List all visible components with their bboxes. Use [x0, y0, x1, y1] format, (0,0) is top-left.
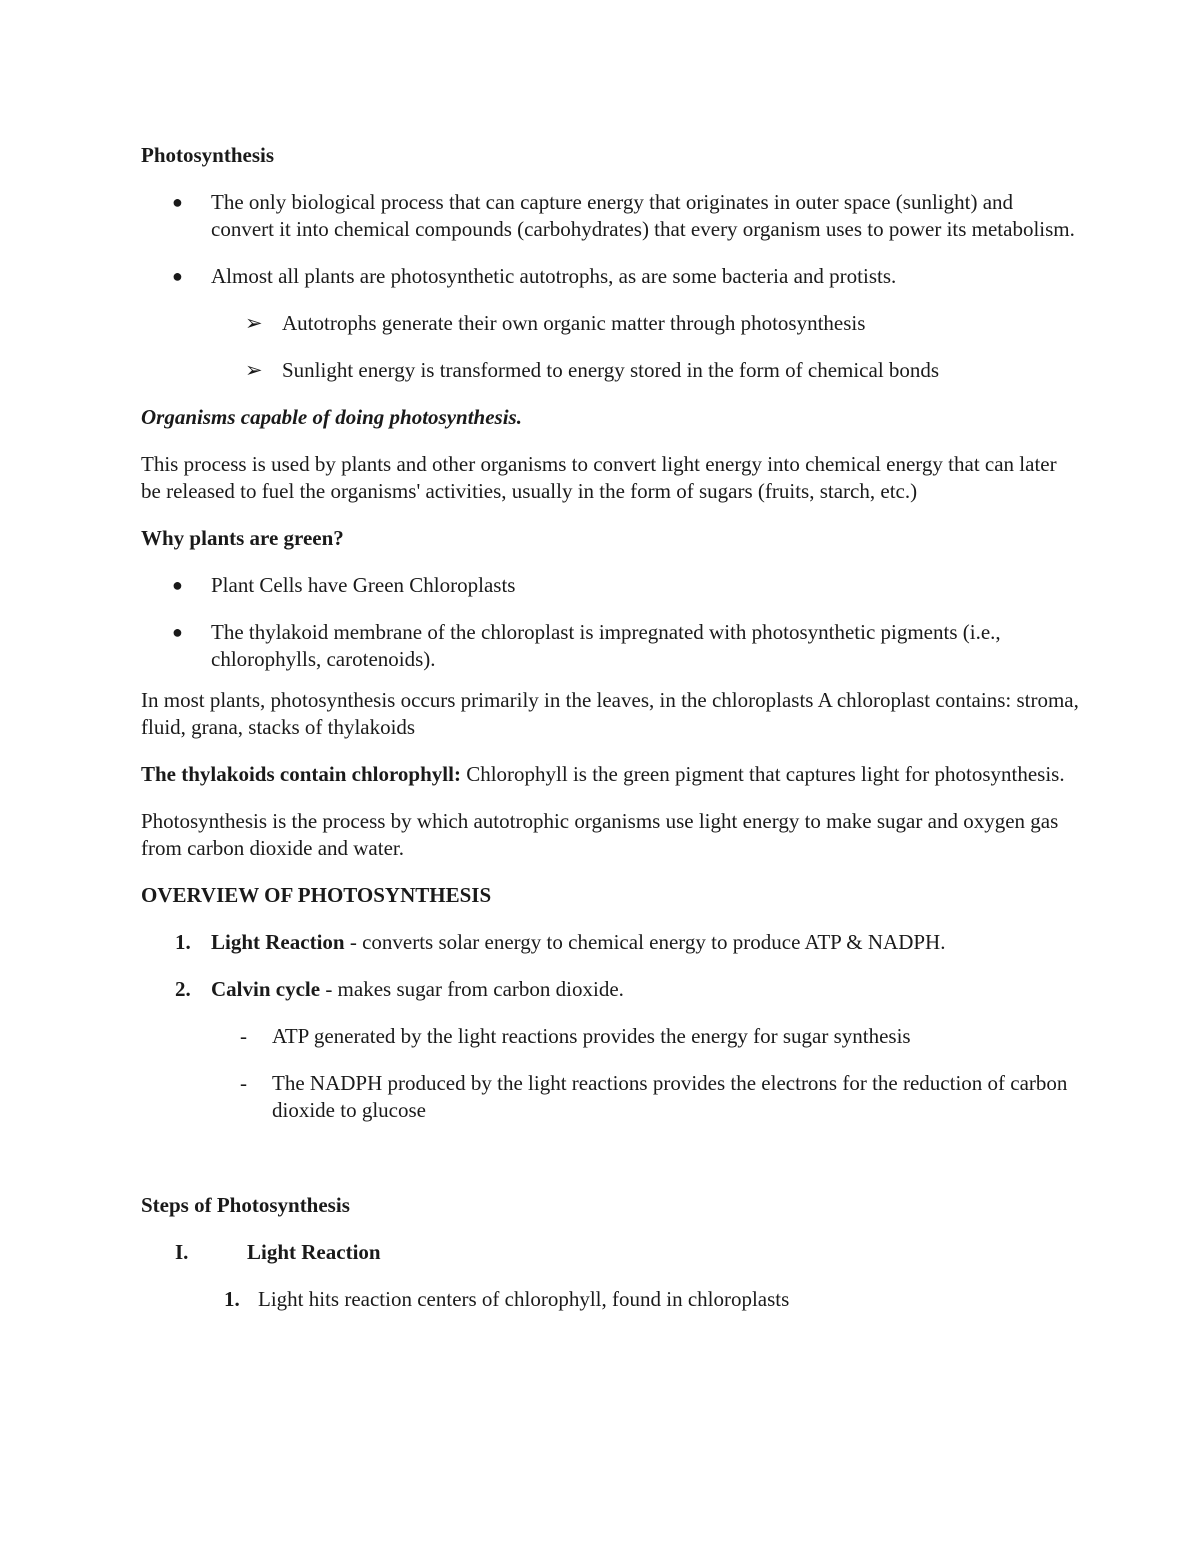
list-number: 2. — [175, 977, 191, 1001]
list-item — [141, 1239, 1081, 1266]
bullet-text: Autotrophs generate their own organic matter through photosynthesis — [282, 311, 866, 335]
definition-paragraph: Photosynthesis is the process by which autotrophic organisms use light energy to make sugar and oxygen gas from carbon dioxide and water. — [141, 809, 1059, 860]
steps-heading: Steps of Photosynthesis — [141, 1193, 350, 1217]
light-substeps-list — [141, 1286, 1081, 1313]
dash-bullet-icon: - — [240, 1024, 247, 1048]
overview-item-text: - makes sugar from carbon dioxide. — [320, 977, 624, 1001]
list-number: 1. — [175, 930, 191, 954]
bullet-dot-icon: ● — [172, 266, 183, 286]
arrow-bullet-list — [141, 310, 1081, 384]
dash-bullet-icon: - — [240, 1071, 247, 1095]
overview-heading: OVERVIEW OF PHOTOSYNTHESIS — [141, 883, 492, 907]
overview-item-text: - converts solar energy to chemical energy to produce ATP & NADPH. — [344, 930, 946, 954]
green-heading: Why plants are green? — [141, 526, 344, 550]
list-item — [141, 929, 1081, 956]
list-item — [141, 310, 1081, 337]
list-item — [141, 189, 1081, 243]
document-page — [141, 142, 1081, 1333]
list-item — [141, 263, 1081, 290]
list-item — [141, 1070, 1081, 1124]
bullet-dot-icon: ● — [172, 192, 183, 212]
bullet-text: Almost all plants are photosynthetic autotrophs, as are some bacteria and protists. — [211, 264, 897, 288]
list-item — [141, 976, 1081, 1003]
arrow-bullet-icon: ➢ — [245, 358, 263, 382]
bullet-text: The only biological process that can capture energy that originates in outer space (sunlight) and convert it into chemical compounds (carbohydrates) that every organism uses to power its metabolism. — [211, 190, 1075, 241]
list-number: 1. — [224, 1287, 240, 1311]
list-item — [141, 619, 1081, 673]
list-item — [141, 1286, 1081, 1313]
bullet-text: Plant Cells have Green Chloroplasts — [211, 573, 516, 597]
bullet-text: ATP generated by the light reactions provides the energy for sugar synthesis — [272, 1024, 911, 1048]
thylakoid-label: The thylakoids contain chlorophyll: — [141, 762, 461, 786]
organisms-paragraph: This process is used by plants and other organisms to convert light energy into chemical energy that can later be released to fuel the organisms' activities, usually in the form of sugars (fruits, starch, etc.) — [141, 452, 1057, 503]
list-item — [141, 1023, 1081, 1050]
bullet-text: The NADPH produced by the light reactions provides the electrons for the reduction of carbon dioxide to glucose — [272, 1071, 1068, 1122]
step-label: Light Reaction — [247, 1240, 381, 1264]
roman-numeral: I. — [175, 1240, 189, 1264]
leaves-paragraph: In most plants, photosynthesis occurs primarily in the leaves, in the chloroplasts A chloroplast contains: stroma, fluid, grana, stacks of thylakoids — [141, 688, 1079, 739]
green-bullet-list — [141, 572, 1081, 673]
steps-list — [141, 1239, 1081, 1266]
arrow-bullet-icon: ➢ — [245, 311, 263, 335]
bullet-text: The thylakoid membrane of the chloroplast is impregnated with photosynthetic pigments (i.e., chlorophylls, carotenoids). — [211, 620, 1001, 671]
list-item — [141, 357, 1081, 384]
thylakoid-paragraph — [141, 761, 1081, 788]
thylakoid-text: Chlorophyll is the green pigment that captures light for photosynthesis. — [460, 762, 1065, 786]
list-item — [141, 572, 1081, 599]
substep-text: Light hits reaction centers of chlorophyll, found in chloroplasts — [258, 1287, 790, 1311]
bullet-text: Sunlight energy is transformed to energy stored in the form of chemical bonds — [282, 358, 940, 382]
calvin-dash-list — [141, 1023, 1081, 1124]
overview-list — [141, 929, 1081, 1003]
organisms-heading: Organisms capable of doing photosynthesis. — [141, 405, 522, 429]
document-title: Photosynthesis — [141, 143, 275, 167]
overview-item-label: Light Reaction — [211, 930, 345, 954]
bullet-dot-icon: ● — [172, 622, 183, 642]
overview-item-label: Calvin cycle — [211, 977, 321, 1001]
intro-bullet-list — [141, 189, 1081, 290]
bullet-dot-icon: ● — [172, 575, 183, 595]
